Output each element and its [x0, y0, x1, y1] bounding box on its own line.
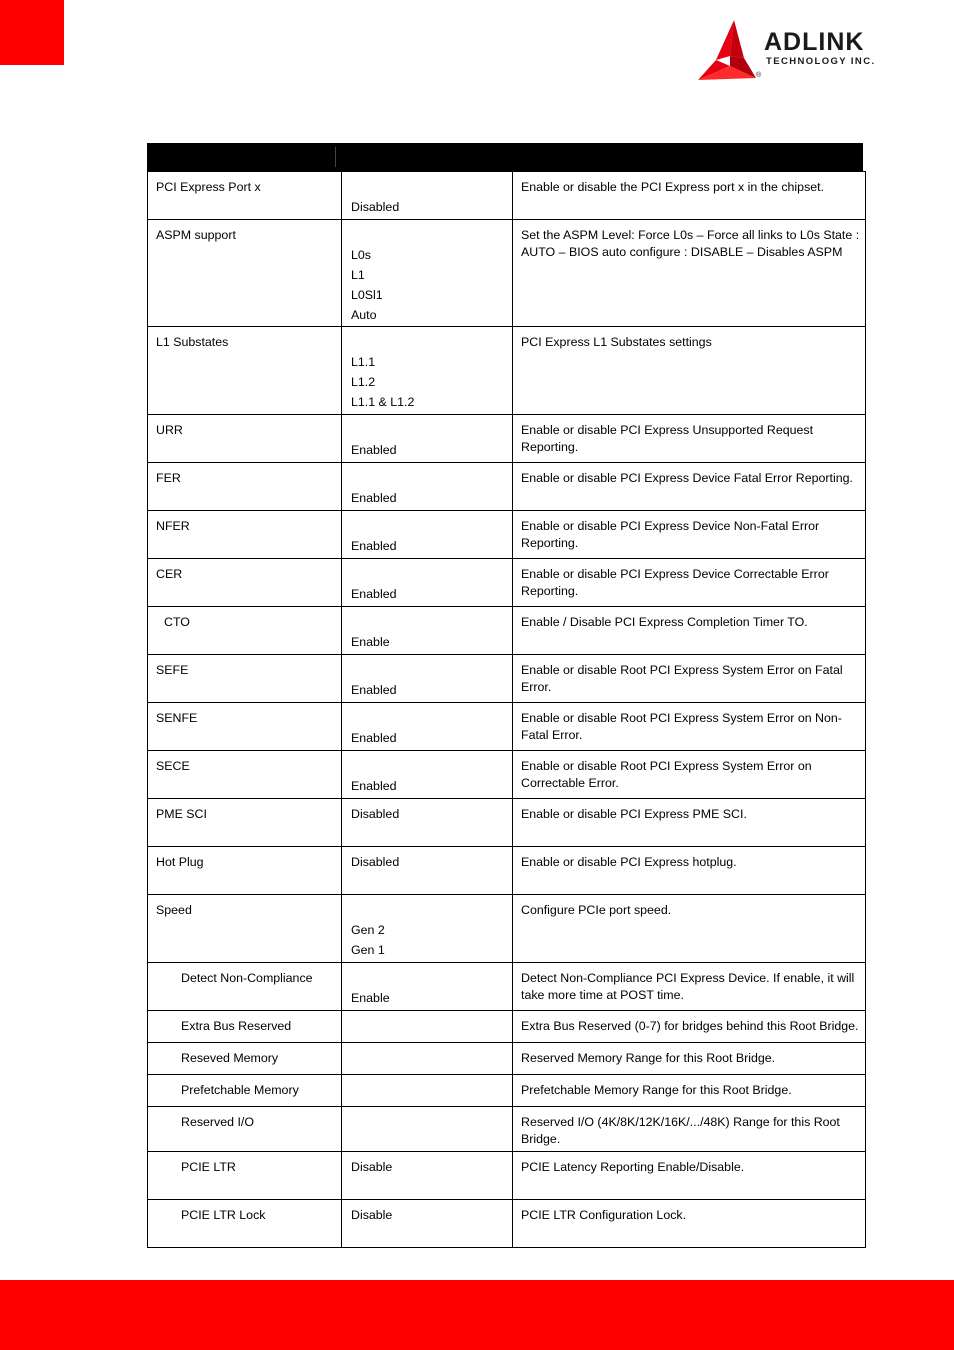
setting-description-cell	[513, 463, 866, 511]
setting-option: Disable	[351, 1208, 393, 1222]
setting-description-cell	[513, 895, 866, 963]
setting-description-cell	[513, 1043, 866, 1075]
setting-name: CER	[156, 567, 183, 581]
setting-name-cell	[148, 847, 342, 895]
setting-option: Enabled	[351, 779, 397, 793]
setting-options-cell	[342, 751, 513, 799]
setting-option: Enabled	[351, 443, 397, 457]
setting-description-cell	[513, 172, 866, 220]
setting-name-cell	[148, 655, 342, 703]
setting-option: Auto	[351, 308, 377, 322]
setting-description: Enable or disable Root PCI Express System Error on Fatal Error.	[521, 663, 843, 694]
setting-options-cell	[342, 799, 513, 847]
setting-option: L1.2	[351, 375, 376, 389]
setting-description-cell	[513, 751, 866, 799]
setting-option: Enabled	[351, 539, 397, 553]
setting-options-cell	[342, 463, 513, 511]
setting-name-cell	[148, 559, 342, 607]
setting-name: Speed	[156, 903, 192, 917]
table-row	[148, 963, 866, 1011]
setting-options-cell	[342, 703, 513, 751]
setting-description-cell	[513, 1075, 866, 1107]
setting-name-cell	[148, 172, 342, 220]
table-row	[148, 703, 866, 751]
setting-options-cell	[342, 655, 513, 703]
table-row	[148, 415, 866, 463]
table-row	[148, 511, 866, 559]
setting-options-cell	[342, 1107, 513, 1152]
setting-options-cell	[342, 963, 513, 1011]
brand-name: ADLINK	[764, 28, 865, 56]
setting-option: Enable	[351, 635, 390, 649]
setting-option: Enabled	[351, 683, 397, 697]
setting-description: Enable or disable PCI Express Device Non-Fatal Error Reporting.	[521, 519, 820, 550]
setting-options-cell	[342, 1200, 513, 1248]
setting-name-cell	[148, 327, 342, 415]
table-row	[148, 751, 866, 799]
setting-name-cell	[148, 1107, 342, 1152]
setting-option: Gen 2	[351, 923, 385, 937]
setting-options-cell	[342, 415, 513, 463]
setting-name: PCIE LTR Lock	[181, 1208, 266, 1222]
table-row	[148, 327, 866, 415]
setting-name-cell	[148, 1043, 342, 1075]
table-row	[148, 799, 866, 847]
setting-description: Enable or disable Root PCI Express System Error on Non-Fatal Error.	[521, 711, 842, 742]
setting-name-cell	[148, 607, 342, 655]
setting-options-cell	[342, 1075, 513, 1107]
adlink-logo	[696, 18, 908, 82]
table-row	[148, 172, 866, 220]
setting-name: Reseved Memory	[181, 1051, 279, 1065]
setting-name: ASPM support	[156, 228, 236, 242]
footer-band	[0, 1280, 954, 1350]
setting-name: SENFE	[156, 711, 198, 725]
setting-options-cell	[342, 1152, 513, 1200]
setting-description-cell	[513, 327, 866, 415]
table-row	[148, 607, 866, 655]
setting-option: L1	[351, 268, 365, 282]
setting-description: Enable or disable PCI Express PME SCI.	[521, 807, 747, 821]
setting-option: Enable	[351, 991, 390, 1005]
table-row	[148, 1152, 866, 1200]
setting-option: Disabled	[351, 855, 400, 869]
setting-name: Extra Bus Reserved	[181, 1019, 292, 1033]
setting-option: Disabled	[351, 807, 400, 821]
setting-description: Enable or disable PCI Express Unsupported Request Reporting.	[521, 423, 814, 454]
setting-description-cell	[513, 1011, 866, 1043]
setting-option: Enabled	[351, 587, 397, 601]
bios-settings-table	[147, 171, 866, 1248]
table-row	[148, 655, 866, 703]
setting-option: Enabled	[351, 491, 397, 505]
setting-name-cell	[148, 895, 342, 963]
setting-option: Gen 1	[351, 943, 385, 957]
table-row	[148, 463, 866, 511]
setting-description-cell	[513, 415, 866, 463]
table-row	[148, 559, 866, 607]
setting-name-cell	[148, 1011, 342, 1043]
setting-name: SECE	[156, 759, 190, 773]
setting-description: Enable or disable PCI Express Device Correctable Error Reporting.	[521, 567, 829, 598]
setting-options-cell	[342, 559, 513, 607]
brand-tagline: TECHNOLOGY INC.	[766, 56, 876, 67]
setting-options-cell	[342, 607, 513, 655]
setting-options-cell	[342, 172, 513, 220]
table-row	[148, 1043, 866, 1075]
setting-description: PCI Express L1 Substates settings	[521, 335, 712, 349]
setting-description: Set the ASPM Level: Force L0s – Force all links to L0s State : AUTO – BIOS auto configure : DISABLE – Disables ASPM	[521, 228, 860, 259]
setting-name-cell	[148, 1152, 342, 1200]
setting-name: FER	[156, 471, 181, 485]
table-row	[148, 895, 866, 963]
setting-description: Configure PCIe port speed.	[521, 903, 672, 917]
setting-name-cell	[148, 463, 342, 511]
setting-name: PCI Express Port x	[156, 180, 261, 194]
setting-name-cell	[148, 751, 342, 799]
setting-option: Disabled	[351, 200, 400, 214]
table-row	[148, 847, 866, 895]
setting-description: Enable or disable Root PCI Express System Error on Correctable Error.	[521, 759, 812, 790]
setting-description-cell	[513, 1107, 866, 1152]
setting-description-cell	[513, 220, 866, 327]
setting-description: Extra Bus Reserved (0-7) for bridges behind this Root Bridge.	[521, 1019, 859, 1033]
setting-name-cell	[148, 703, 342, 751]
corner-tab	[0, 0, 64, 65]
setting-description-cell	[513, 847, 866, 895]
registered-mark: ®	[756, 72, 762, 79]
setting-name: NFER	[156, 519, 190, 533]
setting-options-cell	[342, 895, 513, 963]
table-header-bar	[147, 143, 863, 171]
setting-option: Enabled	[351, 731, 397, 745]
setting-description-cell	[513, 511, 866, 559]
setting-name: CTO	[164, 615, 190, 629]
logo-mark-icon	[696, 18, 760, 82]
setting-description-cell	[513, 963, 866, 1011]
header-divider	[335, 147, 336, 167]
setting-description-cell	[513, 607, 866, 655]
setting-description: PCIE LTR Configuration Lock.	[521, 1208, 687, 1222]
setting-name: PME SCI	[156, 807, 207, 821]
table-row	[148, 220, 866, 327]
setting-option: L0s	[351, 248, 371, 262]
setting-options-cell	[342, 1043, 513, 1075]
setting-description: Reserved I/O (4K/8K/12K/16K/.../48K) Range for this Root Bridge.	[521, 1115, 840, 1146]
table-row	[148, 1011, 866, 1043]
setting-name-cell	[148, 799, 342, 847]
setting-description: Enable or disable PCI Express hotplug.	[521, 855, 737, 869]
setting-name-cell	[148, 963, 342, 1011]
setting-option: L0Sl1	[351, 288, 383, 302]
setting-options-cell	[342, 1011, 513, 1043]
table-row	[148, 1200, 866, 1248]
setting-name-cell	[148, 511, 342, 559]
setting-name-cell	[148, 1075, 342, 1107]
setting-options-cell	[342, 220, 513, 327]
setting-name: Hot Plug	[156, 855, 204, 869]
setting-description: Detect Non-Compliance PCI Express Device. If enable, it will take more time at POST time.	[521, 971, 855, 1002]
setting-option: Disable	[351, 1160, 393, 1174]
setting-description: Enable or disable the PCI Express port x in the chipset.	[521, 180, 825, 194]
table-row	[148, 1107, 866, 1152]
setting-description-cell	[513, 559, 866, 607]
setting-options-cell	[342, 847, 513, 895]
setting-name: Detect Non-Compliance	[181, 971, 313, 985]
setting-description-cell	[513, 1152, 866, 1200]
setting-name-cell	[148, 415, 342, 463]
setting-description: Enable or disable PCI Express Device Fatal Error Reporting.	[521, 471, 853, 485]
setting-name: L1 Substates	[156, 335, 229, 349]
setting-description: Prefetchable Memory Range for this Root Bridge.	[521, 1083, 792, 1097]
setting-description-cell	[513, 703, 866, 751]
setting-option: L1.1	[351, 355, 376, 369]
setting-name: Prefetchable Memory	[181, 1083, 299, 1097]
table-row	[148, 1075, 866, 1107]
setting-option: L1.1 & L1.2	[351, 395, 415, 409]
setting-description: PCIE Latency Reporting Enable/Disable.	[521, 1160, 745, 1174]
setting-name: SEFE	[156, 663, 189, 677]
setting-description: Enable / Disable PCI Express Completion Timer TO.	[521, 615, 808, 629]
setting-description-cell	[513, 799, 866, 847]
setting-description-cell	[513, 655, 866, 703]
setting-name: Reserved I/O	[181, 1115, 254, 1129]
setting-name-cell	[148, 220, 342, 327]
setting-name: URR	[156, 423, 183, 437]
setting-description-cell	[513, 1200, 866, 1248]
setting-description: Reserved Memory Range for this Root Bridge.	[521, 1051, 776, 1065]
setting-options-cell	[342, 511, 513, 559]
setting-name: PCIE LTR	[181, 1160, 236, 1174]
setting-name-cell	[148, 1200, 342, 1248]
setting-options-cell	[342, 327, 513, 415]
